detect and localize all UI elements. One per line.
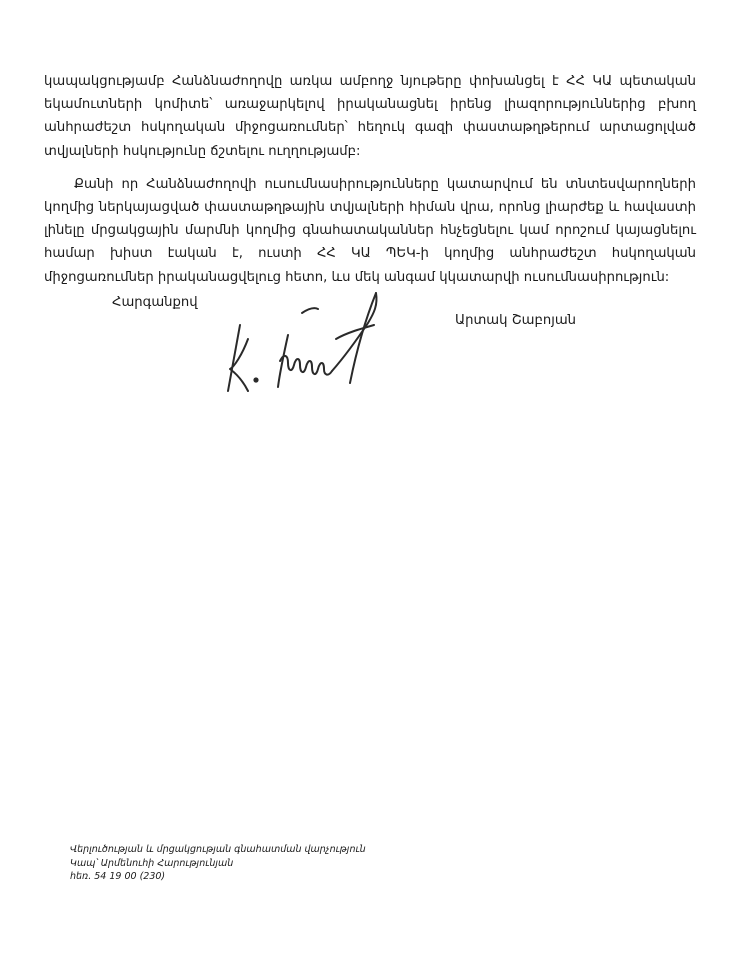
letter-paragraph-1: կապակցությամբ Հանձնաժողովը առկա ամբողջ նյութերը փոխանցել է ՀՀ ԿԱ պետական եկամուտների կոմիտե՝ առաջարկելով իրականացնել իրենց լիազորություններից բխող անհրաժեշտ հսկողական միջոցառումներ՝ հեղուկ գազի փաստաթղթերում արտացոլված տվյալների հսկությունը ճշտելու ուղղությամբ: bbox=[44, 74, 696, 159]
handwritten-signature bbox=[218, 283, 388, 403]
letter-body bbox=[44, 70, 696, 289]
footer-contact-person: Կապ՝ Արմենուհի Հարությունյան bbox=[70, 857, 234, 869]
signature-icon bbox=[218, 283, 388, 403]
letter-paragraph-2: Քանի որ Հանձնաժողովի ուսումնասիրությունները կատարվում են տնտեսվարողների կողմից ներկայացված փաստաթղթային տվյալների հիման վրա, որոնց լիարժեք և հավաստի լինելը մրցակցային մարմնի կողմից գնահատականներ հնչեցնելու կամ որոշում կայացնելու համար խիստ էական է, ուստի ՀՀ ԿԱ ՊԵԿ-ի կողմից անհրաժեշտ հսկողական միջոցառումներ իրականացվելուց հետո, ևս մեկ անգամ կկատարվի ուսումնասիրություն: bbox=[44, 176, 696, 285]
footer-contact bbox=[70, 843, 366, 884]
footer-department: Վերլուծության և մրցակցության գնահատման վարչություն bbox=[70, 844, 366, 855]
footer-phone: հեռ. 54 19 00 (230) bbox=[70, 871, 166, 882]
closing-salutation: Հարգանքով bbox=[112, 295, 198, 310]
signer-name: Արտակ Շաբոյան bbox=[455, 313, 577, 328]
